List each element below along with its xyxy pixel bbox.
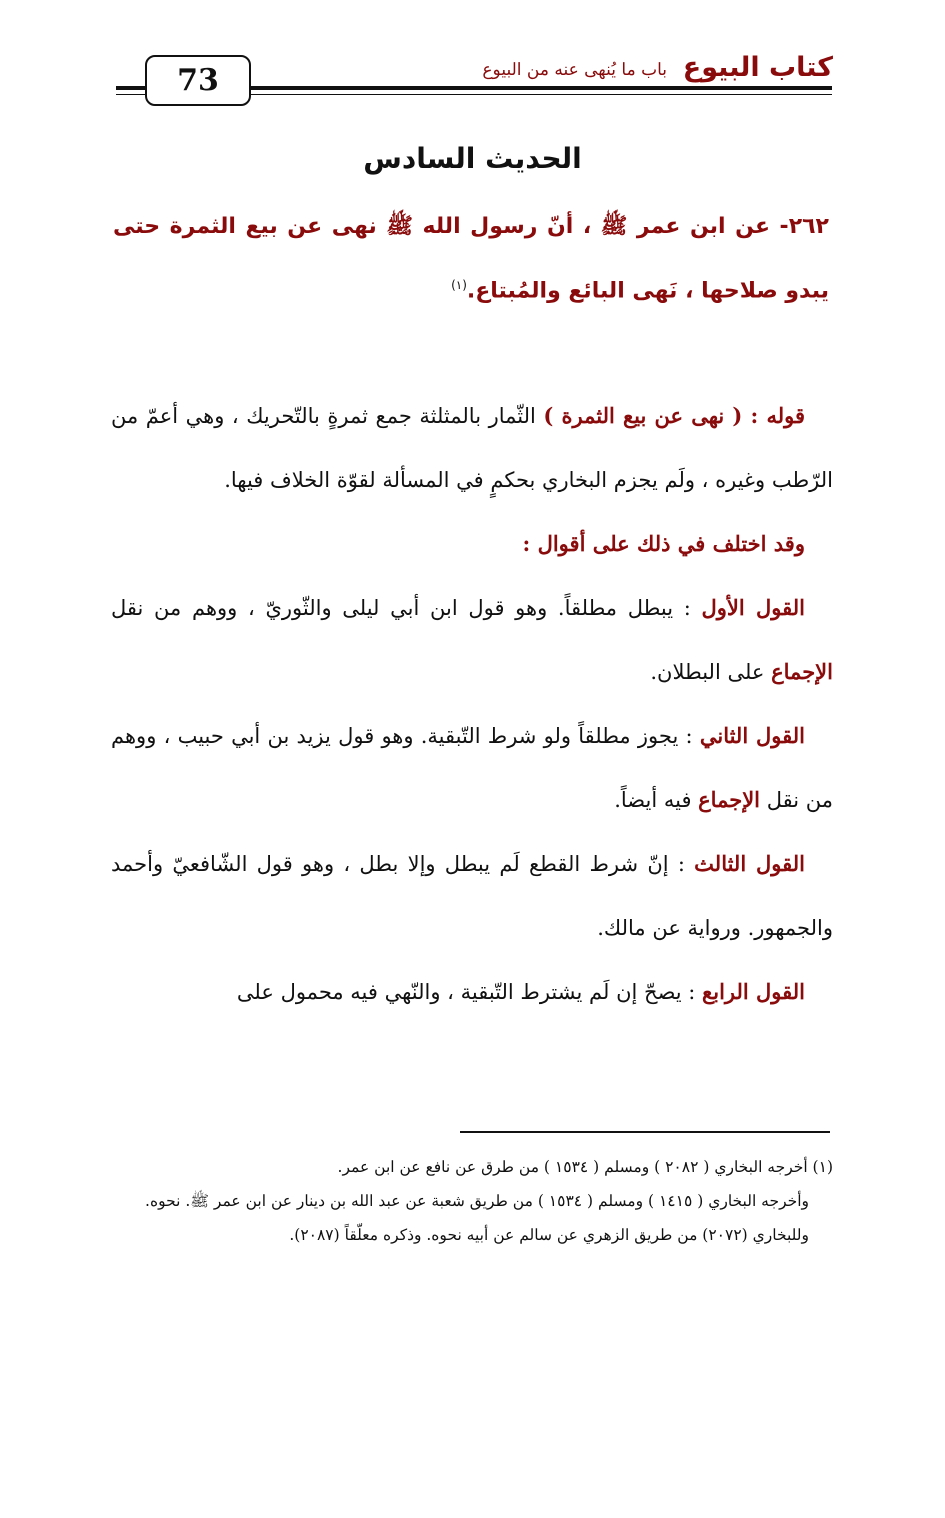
hadith-body: ٢٦٢- عن ابن عمر ﷺ ، أنّ رسول الله ﷺ نهى عن بيع الثمرة حتى يبدو صلاحها ، نَهى البائع والمُبتاع. (113, 214, 829, 304)
opinion-text: على البطلان. (650, 660, 772, 684)
ijma-term: الإجماع (771, 659, 833, 684)
opinion-label: القول الثاني (699, 723, 805, 748)
footnotes (111, 1150, 833, 1252)
footnote-line: وللبخاري (٢٠٧٢) من طريق الزهري عن سالم عن أبيه نحوه. وذكره معلّقاً (٢٠٨٧). (289, 1226, 809, 1244)
ijma-term: الإجماع (698, 787, 761, 812)
opinion-text: : يصحّ إن لَم يشترط التّبقية ، والنّهي فيه محمول على (236, 980, 703, 1004)
opinion-text: : يبطل مطلقاً. وهو قول ابن أبي ليلى والثّوريّ ، ووهم من نقل (111, 596, 702, 620)
opinion-text: : إنّ شرط القطع لَم يبطل وإلا بطل ، وهو قول الشّافعيّ وأحمد والجمهور. ورواية عن مالك. (111, 852, 833, 940)
commentary (111, 384, 833, 1024)
footnote-ref: (١) (451, 278, 467, 292)
footnote-line: (١) أخرجه البخاري ( ٢٠٨٢ ) ومسلم ( ١٥٣٤ ) من طرق عن نافع عن ابن عمر. (337, 1158, 833, 1176)
book-title: كتاب البيوع (682, 52, 833, 83)
page-number: 73 (145, 55, 251, 106)
opinion-label: القول الثالث (694, 851, 806, 876)
footnote-line: وأخرجه البخاري ( ١٤١٥ ) ومسلم ( ١٥٣٤ ) من طريق شعبة عن عبد الله بن دينار عن ابن عمر ﷺ. نحوه. (145, 1192, 809, 1210)
opinion-text: : يجوز مطلقاً ولو شرط التّبقية. وهو قول يزيد بن أبي حبيب ، ووهم من نقل (111, 724, 833, 812)
opinion-2 (111, 704, 833, 832)
chapter-title: باب ما يُنهى عنه من البيوع (482, 60, 667, 80)
hadith-heading: الحديث السادس (363, 142, 582, 175)
opinion-4 (111, 960, 833, 1024)
quote-label: قوله : ( نهى عن بيع الثمرة ) (543, 403, 805, 428)
opinion-text: فيه أيضاً. (614, 788, 699, 812)
paragraph-text: وقد اختلف في ذلك على أقوال : (522, 531, 805, 556)
paragraph-1 (111, 384, 833, 512)
paragraph-text: الثّمار بالمثلثة جمع ثمرةٍ بالتّحريك ، وهي أعمّ من الرّطب وغيره ، ولَم يجزم البخاري بحكمٍ في المسألة لقوّة الخلاف فيها. (111, 404, 833, 492)
opinion-label: القول الرابع (702, 979, 805, 1004)
opinion-label: القول الأول (701, 595, 805, 620)
opinion-1 (111, 576, 833, 704)
opinion-3 (111, 832, 833, 960)
hadith-text (113, 198, 829, 320)
footnote-divider (460, 1131, 830, 1133)
paragraph-2 (111, 512, 833, 576)
